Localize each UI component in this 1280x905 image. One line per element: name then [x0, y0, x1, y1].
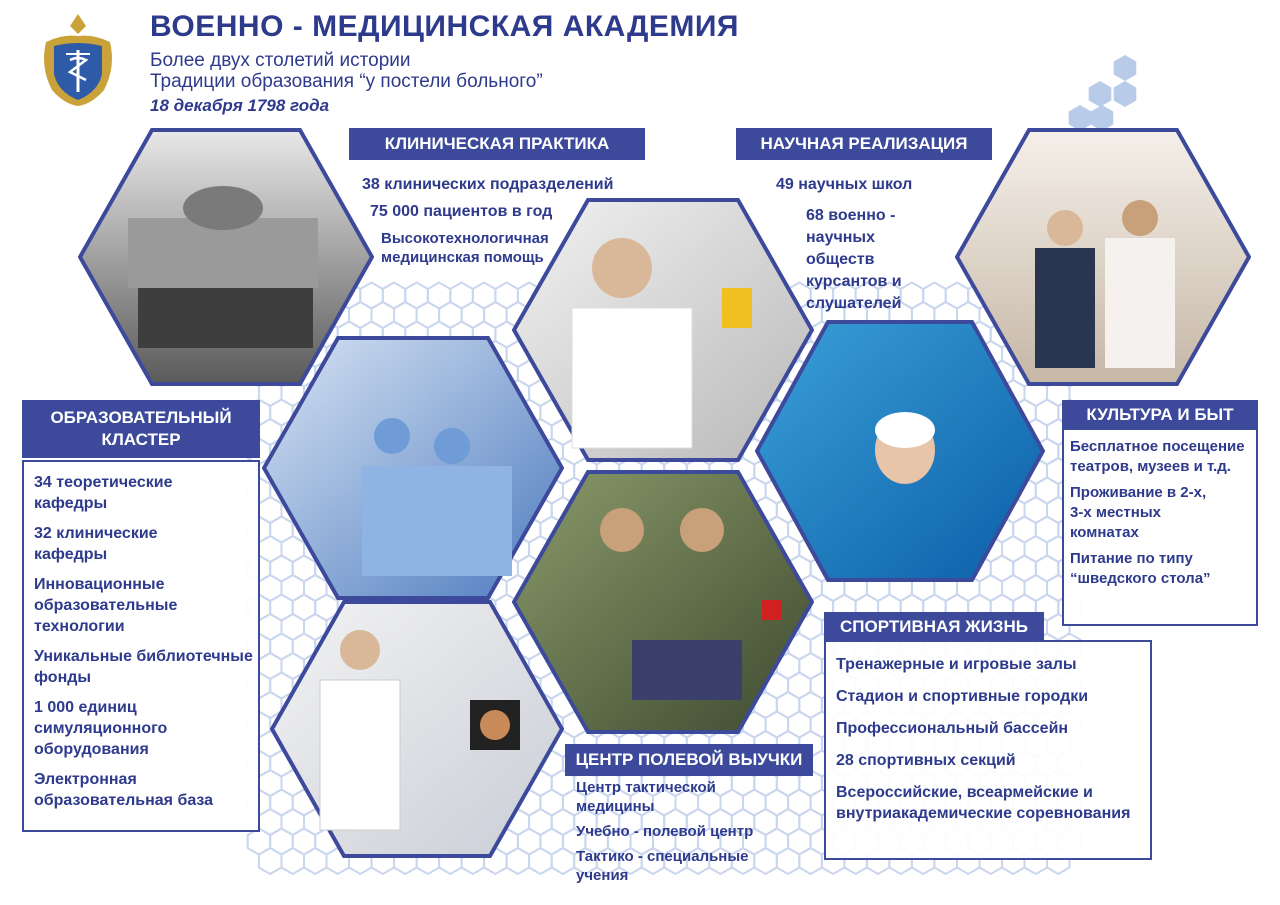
sport-item: 28 спортивных секций — [836, 752, 1016, 769]
education-item: Уникальные библиотечные фонды — [34, 648, 253, 686]
simulation-training-photo — [270, 600, 564, 858]
sport-list — [836, 654, 1146, 833]
education-item: 32 клинические кафедры — [34, 525, 158, 563]
field-list — [576, 778, 806, 894]
education-item: Электронная образовательная база — [34, 771, 214, 809]
clinical-item-units: 38 клинических подразделений — [362, 176, 614, 193]
culture-list — [1070, 437, 1256, 598]
hex-cell — [1114, 55, 1137, 81]
culture-item: Бесплатное посещение театров, музеев и т.д. — [1070, 438, 1245, 475]
culture-item: Проживание в 2-х, 3-х местных комнатах — [1070, 484, 1207, 541]
sport-header: СПОРТИВНАЯ ЖИЗНЬ — [824, 612, 1044, 642]
education-item: 1 000 единиц симуляционного оборудования — [34, 699, 168, 758]
culture-item: Питание по типу “шведского стола” — [1070, 550, 1211, 587]
education-header: ОБРАЗОВАТЕЛЬНЫЙ КЛАСТЕР — [22, 400, 260, 458]
subtitle-history: Более двух столетий истории — [150, 50, 411, 71]
sport-item: Всероссийские, всеармейские и внутриакадемические соревнования — [836, 784, 1131, 822]
sport-item: Профессиональный бассейн — [836, 720, 1069, 737]
clinical-item-patients: 75 000 пациентов в год — [370, 203, 553, 220]
subtitle-tradition: Традиции образования “у постели больного” — [150, 71, 543, 92]
science-item-schools: 49 научных школ — [776, 176, 913, 193]
hex-cell — [1089, 81, 1112, 107]
science-item-societies: 68 военно - научных обществ курсантов и слушателей — [806, 207, 902, 312]
education-list — [34, 472, 254, 820]
education-item: Инновационные образовательные технологии — [34, 576, 178, 635]
education-item: 34 теоретические кафедры — [34, 474, 173, 512]
sport-item: Тренажерные и игровые залы — [836, 656, 1077, 673]
clinical-item-hightech: Высокотехнологичная медицинская помощь — [381, 230, 549, 266]
ball-dance-photo — [955, 128, 1251, 386]
hex-cell — [1114, 81, 1137, 107]
science-header: НАУЧНАЯ РЕАЛИЗАЦИЯ — [736, 128, 992, 160]
academy-emblem-icon — [38, 12, 118, 108]
founding-date: 18 декабря 1798 года — [150, 96, 330, 115]
clinical-practice-header: КЛИНИЧЕСКАЯ ПРАКТИКА — [349, 128, 645, 160]
page-title: ВОЕННО - МЕДИЦИНСКАЯ АКАДЕМИЯ — [150, 10, 739, 43]
field-item: Учебно - полевой центр — [576, 823, 754, 840]
field-training-header: ЦЕНТР ПОЛЕВОЙ ВЫУЧКИ — [565, 744, 813, 776]
culture-header: КУЛЬТУРА И БЫТ — [1062, 400, 1258, 430]
field-item: Центр тактической медицины — [576, 779, 716, 815]
field-item: Тактико - специальные учения — [576, 848, 749, 884]
sport-item: Стадион и спортивные городки — [836, 688, 1089, 705]
